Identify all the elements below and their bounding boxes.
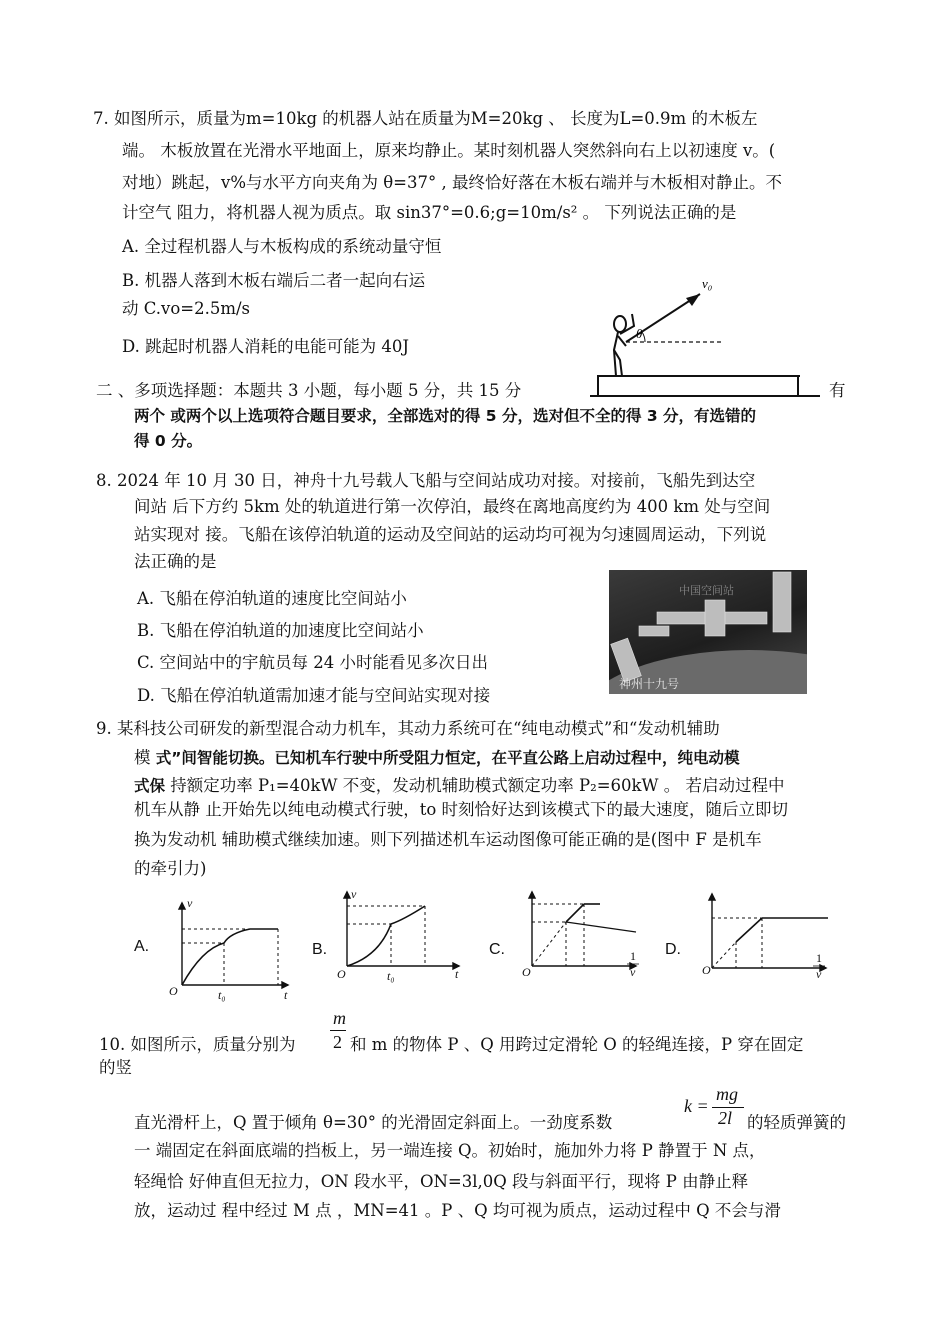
graph-d <box>698 892 833 987</box>
robot-figure-icon <box>614 314 634 376</box>
q7-option-a: A. 全过程机器人与木板构成的系统动量守恒 <box>122 237 442 256</box>
q9-line-2 <box>134 744 739 768</box>
q10-line-1a: 10. 如图所示，质量分别为 <box>99 1035 296 1054</box>
q8-option-d: D. 飞船在停泊轨道需加速才能与空间站实现对接 <box>137 686 491 705</box>
graph-a-label: A. <box>134 938 150 955</box>
graph-c-origin: O <box>522 965 531 979</box>
graph-a-y-label: v <box>187 896 193 910</box>
q7-option-b: B. 机器人落到木板右端后二者一起向右运 <box>122 271 426 290</box>
q10-line-3a: 直光滑杆上，Q 置于倾角 θ=30° 的光滑固定斜面上。一劲度系数 <box>134 1113 613 1132</box>
q7-option-d: D. 跳起时机器人消耗的电能可能为 40J <box>122 337 409 356</box>
q10-line-6: 放，运动过 程中经过 M 点 ，MN=41 。P 、Q 均可视为质点，运动过程中 Q 不会与滑 <box>134 1201 781 1220</box>
photo-watermark: 中国空间站 <box>679 584 734 597</box>
q8-option-b: B. 飞船在停泊轨道的加速度比空间站小 <box>137 621 424 640</box>
q10-line-3b: 的轻质弹簧的 <box>747 1113 846 1132</box>
graph-b-origin: O <box>337 967 346 981</box>
graph-a-origin: O <box>169 984 178 998</box>
graph-c-x-num: 1 <box>630 949 636 963</box>
q9-line-3a: 式保 <box>134 777 166 795</box>
graph-a-t0: t₀ <box>218 988 226 1002</box>
q10-line-4: 一 端固定在斜面底端的挡板上，另一端连接 Q。初始时，施加外力将 P 静置于 N 点， <box>134 1141 766 1160</box>
q7-line-4: 计空气 阻力，将机器人视为质点。取 sin37°=0.6;g=10m/s² 。 下列说法正确的是 <box>122 203 737 222</box>
space-station-photo <box>609 570 807 694</box>
graph-b-t0: t₀ <box>387 969 395 983</box>
q8-line-1: 8. 2024 年 10 月 30 日，神舟十九号载人飞船与空间站成功对接。对接前，飞船先到达空 <box>96 471 756 490</box>
graph-d-x-den: v <box>816 967 822 981</box>
q10-line-5: 轻绳恰 好伸直但无拉力，ON 段水平，ON=3l,0Q 段与斜面平行，现将 P 由静止释 <box>134 1172 749 1191</box>
graph-d-x-num: 1 <box>816 951 822 965</box>
q10-frac-m-den: 2 <box>333 1032 342 1052</box>
graph-c-x-den: v <box>630 965 636 979</box>
graph-c <box>518 890 653 985</box>
q9-line-2a: 模 <box>134 748 156 767</box>
q8-option-c: C. 空间站中的宇航员每 24 小时能看见多次日出 <box>137 653 489 672</box>
graph-d-label: D. <box>665 941 681 958</box>
q7-option-b-cont: 动 C.vo=2.5m/s <box>122 299 251 318</box>
q9-line-6: 的牵引力) <box>134 859 207 878</box>
q8-line-4: 法正确的是 <box>134 552 217 571</box>
graph-d-origin: O <box>702 963 711 977</box>
graph-b <box>335 890 470 985</box>
q10-k-num: mg <box>716 1084 738 1104</box>
q9-line-1: 9. 某科技公司研发的新型混合动力机车，其动力系统可在“纯电动模式”和“发动机辅助 <box>96 719 720 738</box>
graph-b-x-label: t <box>455 967 459 981</box>
q7-line-2: 端。 木板放置在光滑水平地面上，原来均静止。某时刻机器人突然斜向右上以初速度 v。( <box>122 141 776 160</box>
q10-line-1b: 和 m 的物体 P 、Q 用跨过定滑轮 O 的轻绳连接，P 穿在固定 <box>350 1035 804 1054</box>
q9-line-5: 换为发动机 辅助模式继续加速。则下列描述机车运动图像可能正确的是(图中 F 是机车 <box>134 830 762 849</box>
q7-line-1: 7. 如图所示，质量为m=10kg 的机器人站在质量为M=20kg 、 长度为L=0.9m 的木板左 <box>93 109 758 128</box>
q8-line-3: 站实现对 接。飞船在该停泊轨道的运动及空间站的运动均可视为匀速圆周运动，下列说 <box>134 525 767 544</box>
section2-line-1-tail: 有 <box>829 381 846 400</box>
graph-a <box>160 895 295 1007</box>
v0-label: v₀ <box>702 276 713 291</box>
q9-line-3 <box>134 772 784 796</box>
theta-label: θ <box>636 326 643 341</box>
section2-line-2: 两个 或两个以上选项符合题目要求，全部选对的得 5 分，选对但不全的得 3 分，有选错的 <box>134 407 757 425</box>
q9-line-4: 机车从静 止开始先以纯电动模式行驶，to 时刻恰好达到该模式下的最大速度，随后立即切 <box>134 800 789 819</box>
graph-c-label: C. <box>489 941 505 958</box>
q10-frac-m-bar <box>330 1030 346 1031</box>
q10-line-2: 的竖 <box>99 1058 132 1077</box>
section2-line-1: 二 、多项选择题：本题共 3 小题，每小题 5 分，共 15 分 <box>96 381 522 400</box>
section2-line-3: 得 0 分。 <box>134 432 203 450</box>
q10-k-den: 2l <box>718 1108 733 1128</box>
q9-line-2b: 式”间智能切换。已知机车行驶中所受阻力恒定，在平直公路上启动过程中，纯电动模 <box>155 749 740 767</box>
space-station-icon <box>609 570 807 694</box>
q8-option-a: A. 飞船在停泊轨道的速度比空间站小 <box>137 589 407 608</box>
q9-line-3b: 持额定功率 P₁=40kW 不变，发动机辅助模式额定功率 P₂=60kW 。 若启动过程中 <box>165 776 785 795</box>
q7-robot-figure <box>590 262 830 402</box>
q10-k-lhs: k = <box>684 1096 709 1116</box>
graph-b-label: B. <box>312 941 328 958</box>
photo-caption: 神州十九号 <box>619 677 680 691</box>
q8-line-2: 间站 后下方约 5km 处的轨道进行第一次停泊，最终在离地高度约为 400 km 处与空间 <box>134 497 771 516</box>
graph-a-x-label: t <box>284 988 288 1002</box>
graph-b-y-label: v <box>351 890 357 901</box>
q10-frac-m-num: m <box>333 1008 346 1028</box>
q7-line-3: 对地）跳起，v%与水平方向夹角为 θ=37° , 最终恰好落在木板右端并与木板相对静止。不 <box>122 173 782 192</box>
